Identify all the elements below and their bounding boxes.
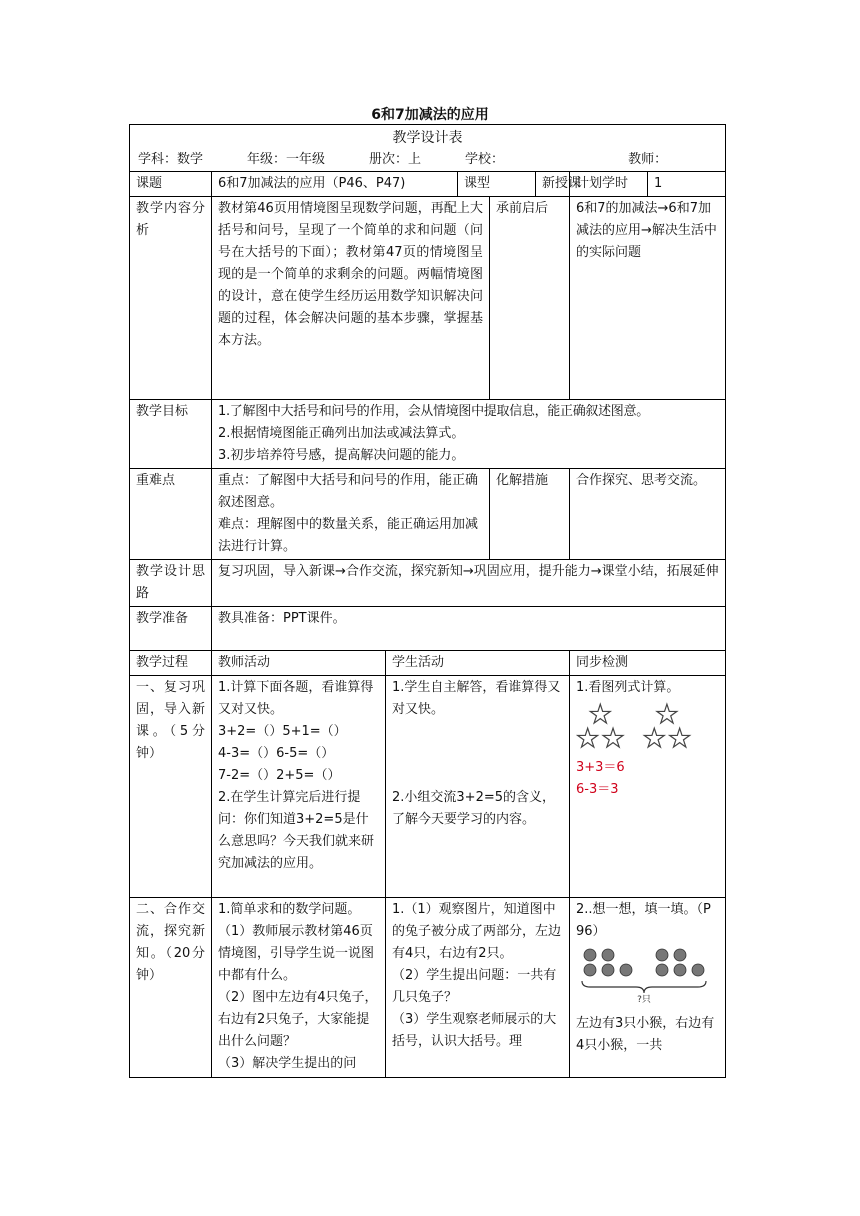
volume: 册次：上 (369, 152, 422, 167)
star-group-right (642, 700, 692, 754)
hours-label: 计划学时 (570, 172, 648, 197)
process-col-stage: 教学过程 (130, 651, 212, 676)
document-title: 6和7加减法的应用 (371, 107, 489, 123)
key-points-label: 重难点 (130, 469, 212, 560)
measure-label: 化解措施 (490, 469, 570, 560)
answer-addition: 3+3＝6 (576, 760, 625, 775)
prep-text: 教具准备：PPT课件。 (212, 607, 726, 651)
teacher-activity: （3）解决学生提出的问 (218, 1056, 357, 1071)
star-icon: ★ (642, 724, 666, 754)
type-value: 新授课 (536, 172, 570, 197)
student-activity: 1.学生自主解答，看谁算得又对又快。 (392, 680, 561, 717)
equation-line: 3+2=（）5+1=（） (218, 724, 347, 739)
key-point: 重点：了解图中大括号和问号的作用，能正确叙述图意。 (218, 473, 479, 510)
student-activity: 1.（1）观察图片，知道图中的兔子被分成了两部分，左边有4只，右边有2只。 (392, 902, 562, 961)
star-icon: ★ (588, 700, 612, 730)
teacher-activity: （2）图中左边有4只兔子，右边有2只兔子，大家能提出什么问题？ (218, 990, 378, 1049)
teacher-activity: （1）教师展示教材第46页情境图，引导学生说一说图中都有什么。 (218, 924, 375, 983)
type-label: 课型 (458, 172, 536, 197)
difficult-point: 难点：理解图中的数量关系，能正确运用加减法进行计算。 (218, 517, 479, 554)
info-row (136, 149, 719, 171)
answer-subtraction: 6-3＝3 (576, 782, 619, 797)
goal-item: 3.初步培养符号感，提高解决问题的能力。 (218, 448, 465, 463)
design-row (130, 560, 726, 607)
subject: 学科：数学 (138, 152, 204, 167)
equation-line: 4-3=（）6-5=（） (218, 746, 335, 761)
star-group-left (576, 700, 625, 754)
student-activity: （3）学生观察老师展示的大括号，认识大括号。理 (392, 1012, 557, 1049)
star-figure (576, 700, 719, 754)
prep-row (130, 607, 726, 651)
teacher-activity: 2.在学生计算完后进行提问：你们知道3+2=5是什么意思吗？今天我们就来研究加减法的应用。 (218, 790, 375, 871)
grade: 年级：一年级 (247, 152, 326, 167)
lesson-design-table (129, 124, 726, 1078)
process-header-row (130, 651, 726, 676)
stage2-label: 二、合作交流，探究新知。（20分钟） (130, 898, 212, 1078)
teacher-activity: 1.简单求和的数学问题。 (218, 902, 361, 917)
design-label: 教学设计思路 (130, 560, 212, 607)
design-text: 复习巩固，导入新课→合作交流，探究新知→巩固应用，提升能力→课堂小结，拓展延伸 (212, 560, 726, 607)
school: 学校： (465, 152, 505, 167)
star-icon: ★ (667, 724, 692, 754)
topic-row (130, 172, 726, 197)
monkey-figure (576, 945, 719, 1011)
table-title: 教学设计表 (392, 130, 463, 146)
stage1-row (130, 676, 726, 898)
link-label: 承前启后 (490, 197, 570, 400)
topic-value: 6和7加减法的应用（P46、P47) (212, 172, 458, 197)
brace-icon (582, 981, 706, 993)
measure-text: 合作探究、思考交流。 (570, 469, 726, 560)
check-item: 1.看图列式计算。 (576, 680, 680, 695)
content-label: 教学内容分析 (130, 197, 212, 400)
star-icon: ★ (655, 700, 679, 730)
stage1-label: 一、复习巩固，导入新课。（5分钟） (130, 676, 212, 898)
hours-value: 1 (648, 172, 726, 197)
star-icon: ★ (576, 724, 600, 754)
process-col-check: 同步检测 (570, 651, 726, 676)
teacher-activity: 1.计算下面各题，看谁算得又对又快。 (218, 680, 374, 717)
key-points-row (130, 469, 726, 560)
goal-item: 2.根据情境图能正确列出加法或减法算式。 (218, 426, 465, 441)
prep-label: 教学准备 (130, 607, 212, 651)
star-icon: ★ (601, 724, 625, 754)
goal-item: 1.了解图中大括号和问号的作用，会从情境图中提取信息，能正确叙述图意。 (218, 404, 649, 419)
stage2-row (130, 898, 726, 1078)
link-text: 6和7的加减法→6和7加减法的应用→解决生活中的实际问题 (570, 197, 726, 400)
process-col-teacher: 教师活动 (212, 651, 386, 676)
process-col-student: 学生活动 (386, 651, 570, 676)
equation-line: 7-2=（）2+5=（） (218, 768, 341, 783)
goals-label: 教学目标 (130, 400, 212, 469)
student-activity: 2.小组交流3+2=5的含义，了解今天要学习的内容。 (392, 790, 556, 827)
goals-row (130, 400, 726, 469)
question-label: ?只 (637, 995, 651, 1003)
content-row (130, 197, 726, 400)
table-title-row (130, 125, 726, 172)
monkeys-illustration (576, 945, 712, 1003)
student-activity: （2）学生提出问题：一共有几只兔子？ (392, 968, 557, 1005)
check-item: 2..想一想，填一填。（P96） (576, 902, 711, 939)
monkey-icon (584, 949, 704, 976)
check-item: 左边有3只小猴，右边有4只小猴，一共 (576, 1016, 715, 1053)
content-text: 教材第46页用情境图呈现数学问题，再配上大括号和问号，呈现了一个简单的求和问题（问号在大括号的下面）；教材第47页的情境图呈现的是一个简单的求剩余的问题。两幅情境图的设计，意在使学生经历运用数学知识解决问题的过程，体会解决问题的基本步骤，掌握基本方法。 (212, 197, 490, 400)
teacher: 教师： (628, 152, 668, 167)
topic-label: 课题 (130, 172, 212, 197)
